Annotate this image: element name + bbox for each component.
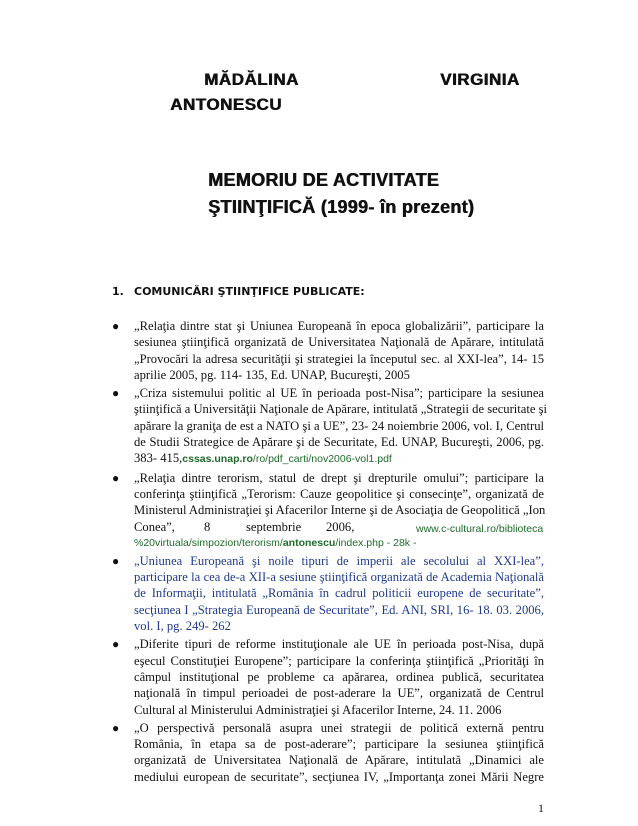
source-link[interactable]: www.c-cultural.ro/biblioteca [416, 522, 544, 535]
item-line: organizată de Universitatea Naţională de Apărare, intitulată „Dinamici ale [134, 753, 544, 768]
item-line: de Studii Strategice de Apărare şi de Securitate, Ed. UNAP, Bucureşti, 2006, pg. [134, 435, 544, 450]
source-link-continued[interactable] [134, 535, 544, 551]
bullet-icon: ● [112, 720, 120, 735]
item-text: Conea”, [134, 519, 175, 534]
item-line: „Diferite tipuri de reforme instituţionale ale UE în perioada post-Nisa, după [134, 637, 544, 652]
item-line: „Relaţia dintre terorism, statul de drept şi drepturile omului”; participare la [134, 470, 544, 485]
item-line: de Informaţii, intitulată „România în cadrul politicii europene de securitate”, [134, 586, 544, 601]
item-line: ştiinţifică a Universităţii Naţionale de Apărare, intitulată „Strategii de securitate şi [134, 402, 547, 417]
author-middle-name: VIRGINIA [440, 70, 520, 89]
item-line: aprilie 2005, pg. 114- 135, Ed. UNAP, Bucureşti, 2005 [134, 367, 410, 382]
document-title-line-2: ŞTIINŢIFICĂ (1999- în prezent) [208, 197, 475, 217]
link-path[interactable]: /ro/pdf_carti/nov2006-vol1.pdf [252, 453, 392, 466]
item-line: „Relaţia dintre stat şi Uniunea Europeană în epoca globalizării”, participare la [134, 319, 544, 333]
publications-list [112, 318, 547, 787]
item-line: naţională în timpul perioadei de post-aderare la UE”, organizată de Centrul [134, 686, 544, 701]
link-path[interactable]: %20virtuala/simpozion/terorism/ [134, 536, 283, 549]
item-line: câmpul instituţional pe probleme ca apărarea, ordinea publică, securitatea [134, 669, 544, 684]
item-text: 2006, [326, 519, 355, 534]
list-item [112, 318, 544, 383]
bullet-icon: ● [112, 637, 120, 652]
item-line: participare la cea de-a XII-a sesiune ştiinţifică organizată de Academia Naţională [134, 570, 544, 585]
item-line-with-link [134, 519, 544, 535]
item-line: sesiunea ştiinţifică organizată de Universitatea Naţională de Apărare, intitulată [134, 335, 544, 350]
list-item [112, 385, 547, 467]
item-line-with-link [134, 450, 544, 467]
item-line: eşecul Constituţiei Europene”; participare la conferinţa ştiinţifică „Priorităţi în [134, 653, 544, 668]
item-line: vol. I, pg. 249- 262 [134, 619, 231, 634]
source-link[interactable] [182, 453, 392, 465]
item-line: „Criza sistemului politic al UE în perioada post-Nisa”; participare la sesiunea [134, 386, 544, 401]
item-line: secţiunea I „Strategia Europeană de Securitate”, Ed. ANI, SRI, 16- 18. 03. 2006, [134, 602, 544, 617]
section-title: COMUNICĂRI ŞTIINŢIFICE PUBLICATE: [134, 285, 365, 298]
item-text: 8 [204, 519, 211, 534]
bullet-icon: ● [112, 470, 120, 485]
list-item [112, 720, 544, 785]
item-line: „Uniunea Europeană şi noile tipuri de imperii ale secolului al XXI-lea”, [134, 553, 544, 568]
item-line: mediului european de securitate”, secţiunea IV, „Importanţa zonei Mării Negre [134, 769, 544, 784]
list-item [112, 553, 544, 634]
item-line: „Provocări la adresa securităţii şi strategiei la începutul sec. al XXI-lea”, 14- 15 [134, 351, 544, 366]
list-item [112, 636, 544, 717]
link-highlight[interactable]: antonescu [282, 536, 336, 549]
author-first-name: MĂDĂLINA [204, 70, 299, 89]
section-number: 1. [112, 285, 124, 298]
list-item [112, 470, 544, 551]
author-last-name: ANTONESCU [170, 95, 282, 114]
link-path[interactable]: /index.php - 28k - [335, 536, 417, 549]
document-title-line-1: MEMORIU DE ACTIVITATE [208, 170, 439, 190]
item-line: conferinţa ştiinţifică „Terorism: Cauze geopolitice şi consecinţe”, organizată de [134, 486, 544, 501]
item-line: apărare la graniţa de est a NATO şi a UE”, 23- 24 noiembrie 2006, vol. I, Centrul [134, 418, 544, 433]
item-line: „O perspectivă personală asupra unei strategii de politică externă pentru [134, 720, 544, 735]
page-number: 1 [538, 801, 544, 815]
item-text: septembrie [246, 519, 302, 534]
section-heading [112, 285, 365, 298]
bullet-icon: ● [112, 319, 120, 333]
item-line: Cultural al Ministerului Administraţiei şi Afacerilor Interne, 24. 11. 2006 [134, 702, 502, 717]
link-domain[interactable]: cssas.unap.ro [182, 453, 253, 466]
bullet-icon: ● [112, 386, 120, 401]
page-range: 383- 415, [134, 451, 183, 466]
item-line: Ministerul Administraţiei şi Afacerilor Interne şi de Asociaţia de Geopolitică „Ion [134, 503, 546, 518]
bullet-icon: ● [112, 553, 120, 568]
item-line: România, în etapa sa de post-aderare”; participare la sesiunea ştiinţifică [134, 737, 544, 752]
